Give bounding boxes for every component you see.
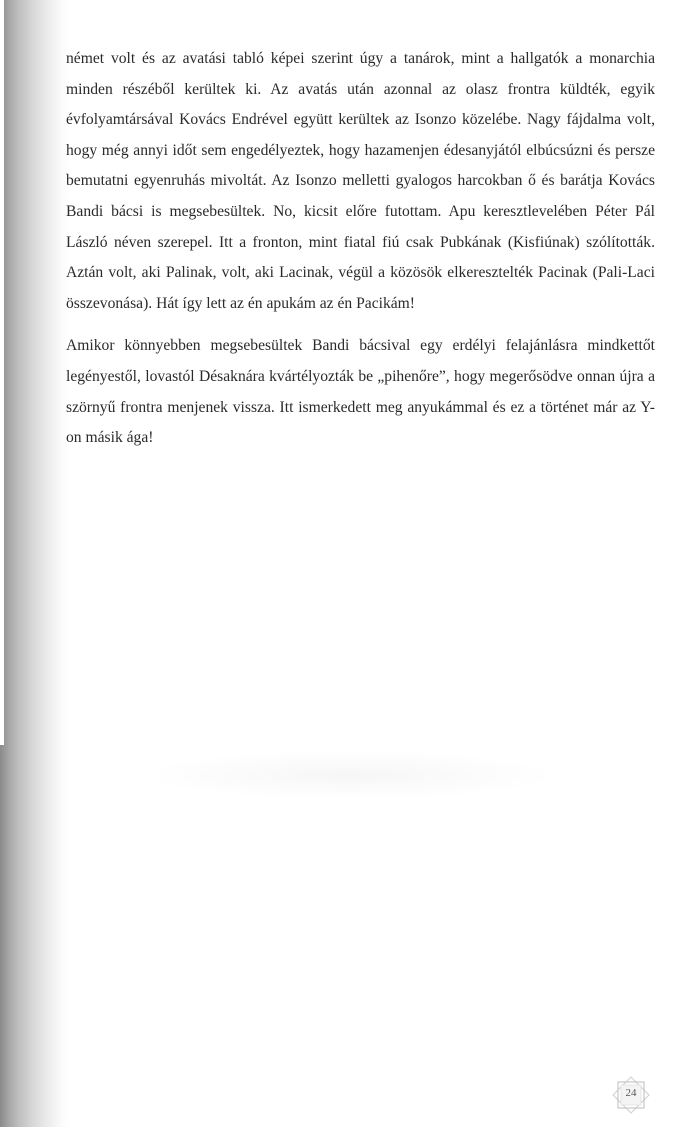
body-text — [66, 44, 655, 454]
paragraph-1: német volt és az avatási tabló képei szerint úgy a tanárok, mint a hallgatók a monarchia minden részéből kerültek ki. Az avatás után azonnal az olasz frontra küldték, egyik évfolyamtársával Kovács Endrével együtt kerültek az Isonzo közelébe. Nagy fájdalma volt, hogy még annyi időt sem engedélyeztek, hogy hazamenjen édesanyjától elbúcsúzni és persze bemutatni egyenruhás mivoltát. Az Isonzo melletti gyalogos harcokban ő és barátja Kovács Bandi bácsi is megsebesültek. No, kicsit előre futottam. Apu keresztlevelében Péter Pál László néven szerepel. Itt a fronton, mint fiatal fiú csak Pubkának (Kisfiúnak) szólították. Aztán volt, aki Palinak, volt, aki Lacinak, végül a közösök elkeresztelték Pacinak (Pali-Laci összevonása). Hát így lett az én apukám az én Pacikám! — [66, 50, 655, 312]
page-number: 24 — [625, 1087, 637, 1099]
paragraph-2: Amikor könnyebben megsebesültek Bandi bácsival egy erdélyi felajánlásra mindkettőt legényestől, lovastól Désaknára kvártélyozták be „pihenőre”, hogy megerősödve onnan újra a szörnyű frontra menjenek vissza. Itt ismerkedett meg anyukámmal és ez a történet már az Y-on másik ága! — [66, 337, 655, 447]
scan-page-edge — [0, 0, 4, 745]
scan-binding-shadow — [0, 0, 70, 1127]
show-through-shadow — [140, 750, 560, 800]
page-number-ornament — [612, 1076, 650, 1114]
